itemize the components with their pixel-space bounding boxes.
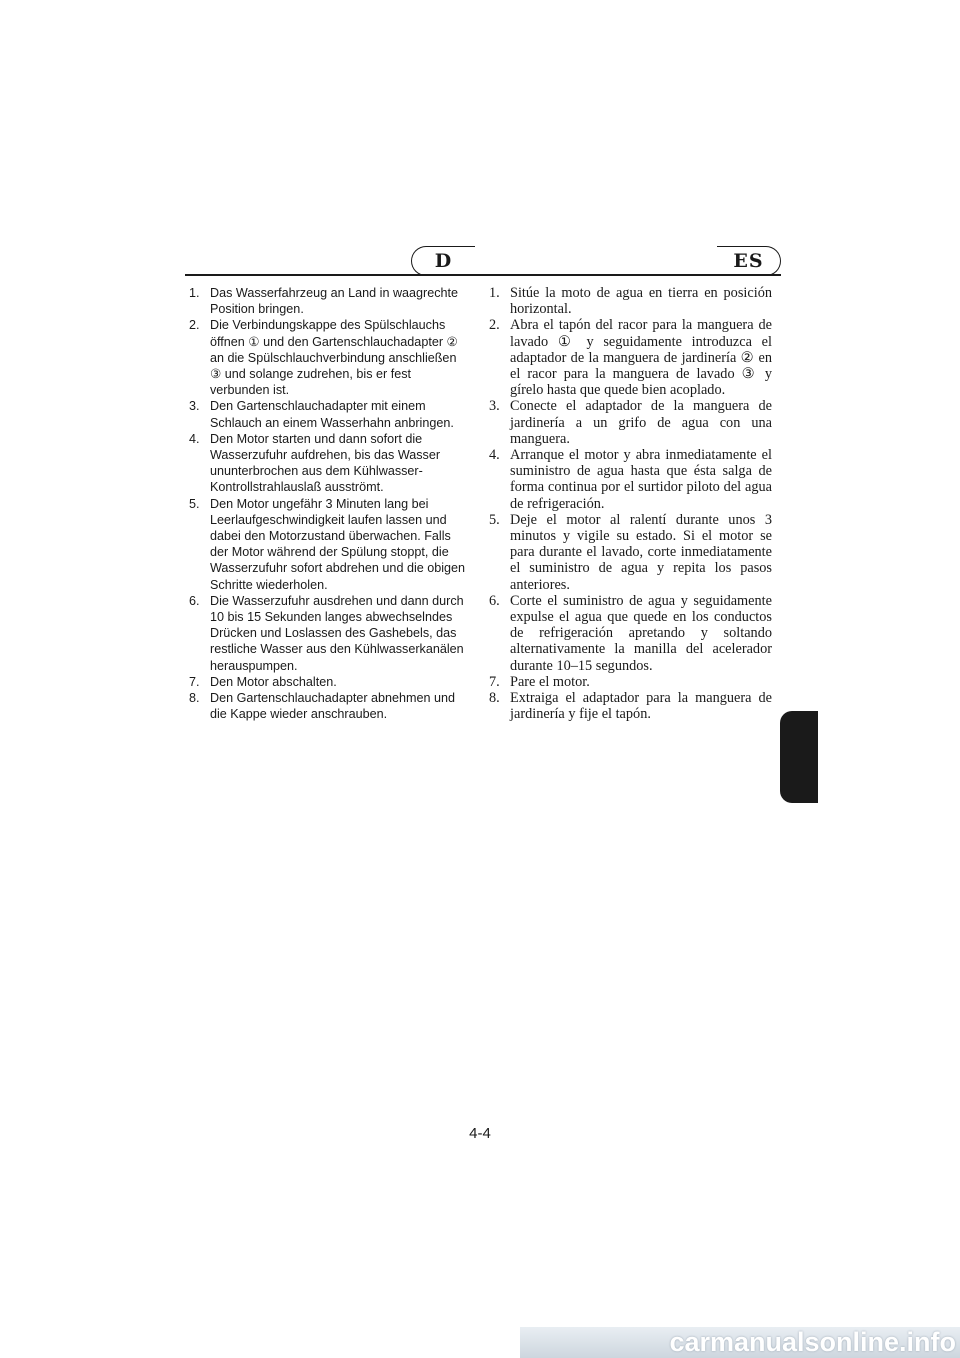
german-steps-list bbox=[189, 285, 470, 722]
language-badge-spanish: ES bbox=[717, 246, 781, 276]
list-item bbox=[189, 593, 470, 674]
step-number: 3. bbox=[489, 398, 500, 415]
step-text: Den Motor ungefähr 3 Minuten lang bei Leerlaufgeschwindigkeit laufen lassen und dabei den Motorzustand überwachen. Falls der Motor während der Spülung stoppt, die Wasserzufuhr sofort abdrehen und die obigen Schritte wiederholen. bbox=[210, 496, 466, 592]
step-number: 1. bbox=[489, 285, 500, 301]
step-number: 7. bbox=[189, 674, 200, 689]
step-number: 8. bbox=[189, 691, 200, 706]
list-item bbox=[489, 593, 772, 674]
list-item bbox=[489, 690, 772, 722]
list-item bbox=[489, 447, 772, 512]
step-text: Den Gartenschlauchadapter abnehmen und die Kappe wieder anschrauben. bbox=[210, 691, 456, 722]
step-number: 6. bbox=[189, 593, 200, 608]
step-text: Den Motor starten und dann sofort die Wasserzufuhr aufdrehen, bis das Wasser ununterbrochen aus dem Kühlwasser-Kontrollstrahlauslaß ausströmt. bbox=[210, 431, 441, 495]
language-badge-german: D bbox=[411, 246, 475, 276]
list-item bbox=[189, 317, 470, 398]
step-text: Abra el tapón del racor para la manguera de lavado ① y seguidamente introduzca el adaptador de la manguera de jardinería ② en el racor para la manguera de lavado ③ y gírelo hasta que quede bien acoplado. bbox=[510, 317, 772, 399]
step-number: 5. bbox=[489, 511, 500, 528]
list-item bbox=[489, 317, 772, 398]
page-number: 4-4 bbox=[469, 1125, 491, 1142]
list-item bbox=[189, 690, 470, 722]
step-text: Extraiga el adaptador para la manguera de jardinería y fije el tapón. bbox=[510, 690, 772, 723]
step-text: Den Motor abschalten. bbox=[210, 674, 337, 689]
step-text: Die Wasserzufuhr ausdrehen und dann durch 10 bis 15 Sekunden langes abwechselndes Drücken und Loslassen des Gashebels, das restliche Wasser aus den Kühlwasserkanälen herauspumpen. bbox=[210, 593, 464, 673]
step-number: 4. bbox=[489, 447, 500, 464]
watermark: carmanualsonline.info bbox=[520, 1327, 960, 1358]
step-number: 8. bbox=[489, 690, 500, 707]
step-number: 4. bbox=[189, 431, 200, 446]
list-item bbox=[189, 431, 470, 496]
step-number: 3. bbox=[189, 399, 200, 414]
german-instructions-column bbox=[189, 285, 470, 722]
header-divider bbox=[185, 274, 781, 276]
section-thumb-tab bbox=[780, 711, 818, 803]
step-text: Pare el motor. bbox=[510, 673, 590, 690]
step-text: Corte el suministro de agua y seguidamente expulse el agua que quede en los conductos de refrigeración apretando y soltando alternativamente la manilla del acelerador durante 10–15 segundos. bbox=[510, 592, 772, 674]
step-number: 2. bbox=[189, 318, 200, 333]
step-text: Das Wasserfahrzeug an Land in waagrechte Position bringen. bbox=[210, 286, 459, 317]
spanish-instructions-column bbox=[489, 285, 772, 722]
list-item bbox=[189, 398, 470, 430]
spanish-steps-list bbox=[489, 285, 772, 722]
list-item bbox=[189, 285, 470, 317]
step-text: Die Verbindungskappe des Spülschlauchs öffnen ① und den Gartenschlauchadapter ② an die Spülschlauchverbindung anschließen ③ und solange zudrehen, bis er fest verbunden ist. bbox=[210, 318, 458, 398]
list-item bbox=[489, 674, 772, 690]
step-text: Sitúe la moto de agua en tierra en posición horizontal. bbox=[510, 285, 772, 318]
step-text: Conecte el adaptador de la manguera de jardinería a un grifo de agua con una manguera. bbox=[510, 398, 772, 447]
list-item bbox=[189, 674, 470, 690]
step-number: 5. bbox=[189, 496, 200, 511]
list-item bbox=[489, 285, 772, 317]
step-text: Arranque el motor y abra inmediatamente el suministro de agua hasta que ésta salga de forma continua por el surtidor piloto del agua de refrigeración. bbox=[510, 447, 772, 512]
list-item bbox=[489, 512, 772, 593]
step-text: Deje el motor al ralentí durante unos 3 minutos y vigile su estado. Si el motor se para durante el lavado, corte inmediatamente el suministro de agua y repita los pasos anteriores. bbox=[510, 511, 772, 593]
list-item bbox=[189, 496, 470, 593]
step-text: Den Gartenschlauchadapter mit einem Schlauch an einem Wasserhahn anbringen. bbox=[210, 399, 454, 430]
step-number: 2. bbox=[489, 317, 500, 334]
step-number: 1. bbox=[189, 286, 200, 300]
step-number: 6. bbox=[489, 592, 500, 609]
list-item bbox=[489, 398, 772, 447]
step-number: 7. bbox=[489, 673, 500, 690]
